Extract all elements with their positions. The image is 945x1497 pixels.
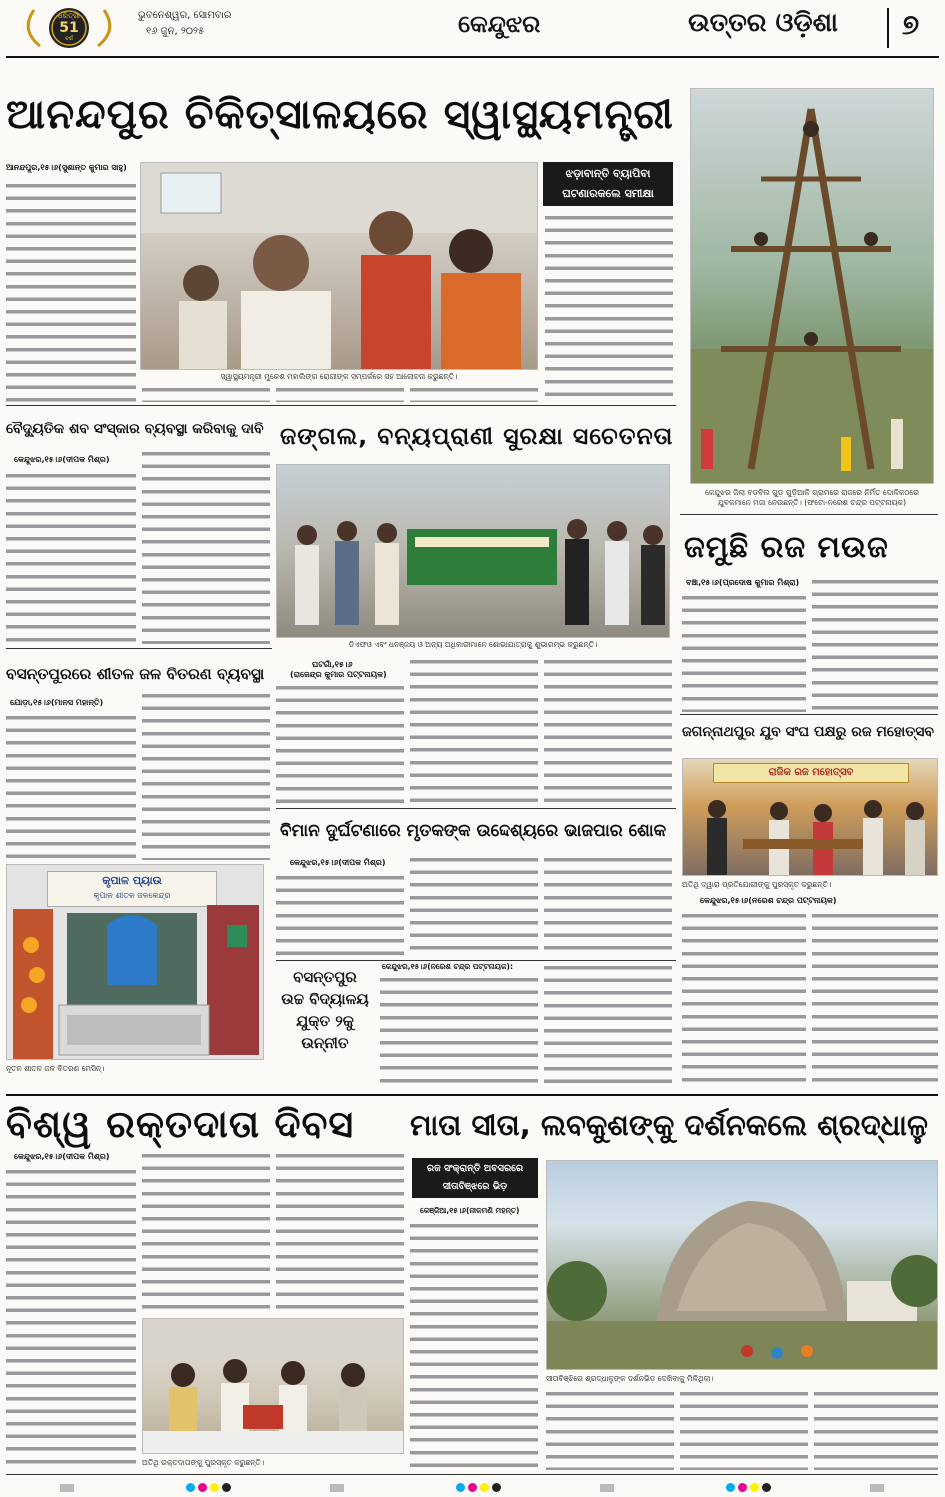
register-grey-2 (330, 1484, 344, 1492)
story1-sidebar-text (545, 212, 673, 402)
story7-byline: କେନ୍ଦୁଝର,୧୫।୬(ଦୀପକ ମିଶ୍ର) (290, 858, 386, 867)
masthead (0, 0, 945, 56)
masthead-rule (6, 56, 939, 58)
story4-byline: ବଞ୍ଚା,୧୫।୬(ପ୍ରଦୋଷ କୁମାର ମିଶ୍ରା) (686, 578, 800, 587)
cyan-swatch (726, 1483, 735, 1492)
footer-rule (6, 1474, 938, 1475)
story3-headline: ଜଙ୍ଗଲ, ବନ୍ୟପ୍ରାଣୀ ସୁରକ୍ଷା ସଚେତନତା (280, 422, 674, 450)
story10-tag (412, 1158, 538, 1198)
black-swatch (762, 1483, 771, 1492)
masthead-divider (887, 8, 889, 48)
wooden-swing-illustration (691, 89, 934, 484)
story1-byline: ଆନନ୍ଦପୁର,୧୫।୬(ସୁଶାନ୍ତ କୁମାର ସାହୁ) (6, 163, 127, 172)
story8-byline: କେନ୍ଦୁଝର,୧୫।୬(ନରେଶ ଚନ୍ଦ୍ର ପଟ୍ଟନାୟକ): (382, 962, 513, 971)
story10-photo-caption: ସୀତାବିଞ୍ଝିରେ ଶ୍ରଦ୍ଧାଳୁଙ୍କ ଦର୍ଶନଭିଡ଼ ଦେଖିବାକୁ ମିଳିଥିଲା। (546, 1374, 714, 1383)
divider-4 (276, 960, 676, 961)
story3-column-1 (276, 682, 404, 804)
divider-2 (6, 648, 272, 649)
story3-photo-caption: ଡିଏଫଓ ଏବଂ ଧନଞ୍ଜୟ ଓ ଅନ୍ୟ ଅଧିକାରୀମାନେ ଶୋଭାଯାତ୍ରାକୁ ଶୁଭାରମ୍ଭ କରୁଛନ୍ତି। (348, 640, 598, 649)
story3-byline-place: ଘଟଗାଁ,୧୫।୬ (312, 660, 353, 669)
story1-tag-line2: ଘଟଣାରକଲେ ସମୀକ୍ଷା (562, 187, 654, 200)
swing-photo (690, 88, 934, 484)
magenta-swatch (468, 1483, 477, 1492)
yellow-swatch (480, 1483, 489, 1492)
story2-headline: ବୈଦ୍ୟୁତିକ ଶବ ସଂସ୍କାର ବ୍ୟବସ୍ଥା କରିବାକୁ ଦାବି (6, 421, 264, 437)
story5-column-2 (142, 690, 270, 860)
cyan-swatch (456, 1483, 465, 1492)
story3-byline-name: (ରାଜେନ୍ଦ୍ର କୁମାର ପଟ୍ଟନାୟକ) (290, 670, 387, 679)
story4-column-1 (682, 592, 806, 712)
story8-headline-line3: ଯୁକ୍ତ ୨କୁ (296, 1012, 354, 1030)
story6-column-1 (682, 910, 806, 1090)
story10-column-3 (680, 1388, 808, 1470)
divider-right-1 (680, 514, 938, 515)
blood-donor-illustration (143, 1319, 404, 1454)
hospital-visit-illustration (141, 163, 538, 370)
register-grey-left (60, 1484, 74, 1492)
story5-headline: ବସନ୍ତପୁରରେ ଶୀତଳ ଜଳ ବିତରଣ ବ୍ୟବସ୍ଥା (6, 665, 265, 683)
black-swatch (492, 1483, 501, 1492)
story8-headline (276, 966, 374, 1054)
story9-column-2 (142, 1150, 270, 1314)
black-swatch (222, 1483, 231, 1492)
section-name: କେନ୍ଦୁଝର (458, 10, 541, 38)
story6-headline: ଜଗନ୍ନାଥପୁର ଯୁବ ସଂଘ ପକ୍ଷରୁ ରଜ ମହୋତ୍ସବ (682, 724, 934, 740)
story4-headline: ଜମୁଛି ରଜ ମଉଜ (684, 530, 889, 565)
story6-photo (682, 758, 938, 876)
badge-sub: ବର୍ଷ (65, 36, 73, 42)
story1-column-4 (410, 384, 538, 402)
story1-column-3 (276, 384, 404, 402)
dateline-place: ଭୁବନେଶ୍ୱର, ସୋମବାର (138, 10, 232, 21)
story1-column-2 (142, 384, 270, 402)
story4-column-2 (812, 576, 938, 712)
badge-top: ଧରିତ୍ରୀ (58, 12, 80, 20)
story3-column-2 (410, 656, 538, 804)
story10-column-2 (546, 1388, 674, 1470)
story2-byline: କେନ୍ଦୁଝର,୧୫।୬(ଦୀପକ ମିଶ୍ର) (14, 455, 110, 464)
badge-number: 51 (59, 20, 79, 36)
story5-byline: ଯୋଡ଼ା,୧୫।୬(ମାନସ ମହାନ୍ତି) (10, 698, 104, 707)
story6-byline: କେନ୍ଦୁଝର,୧୫।୬(ନରେଶ ଚନ୍ଦ୍ର ପଟ୍ଟନାୟକ) (700, 896, 837, 905)
story9-headline: ବିଶ୍ୱ ରକ୍ତଦାତା ଦିବସ (6, 1102, 355, 1146)
magenta-swatch (198, 1483, 207, 1492)
story7-column-3 (544, 854, 672, 958)
story1-column-1 (6, 180, 136, 402)
story8-headline-line4: ଉନ୍ନୀତ (301, 1034, 349, 1052)
story7-column-2 (410, 854, 538, 958)
story10-headline: ମାତା ସୀତା, ଲବକୁଶଙ୍କୁ ଦର୍ଶନକଲେ ଶ୍ରଦ୍ଧାଳୁ (410, 1108, 928, 1142)
award-ceremony-illustration (683, 759, 938, 876)
story10-photo (546, 1160, 938, 1370)
story10-column-4 (814, 1388, 938, 1470)
story9-photo (142, 1318, 404, 1454)
divider-3 (276, 808, 676, 809)
swing-photo-caption: କେନ୍ଦୁଝର ଜିଲା ବଡ଼ବିଲ ଗୁଡ଼ ଗୁଡ଼ିଆଳି ଗ୍ରାମରେ ରାଜରେ ନିର୍ମିତ ଦୋଳିକଠରେ ଯୁବକମାନେ ମଜା ନେଉଛନ୍ତି। (ଫଟୋ-ନରେଶ ଚନ୍ଦ୍ର ପଟ୍ଟନାୟକ) (705, 488, 919, 507)
color-register-bar (0, 1478, 945, 1496)
story1-sidebar-tag (543, 162, 673, 206)
story1-tag-line1: ଝଡ଼ାବାନ୍ତି ବ୍ୟାପିବା (565, 167, 651, 180)
sitabinji-rock-illustration (547, 1161, 938, 1370)
story7-headline: ବିମାନ ଦୁର୍ଘଟଣାରେ ମୃତକଙ୍କ ଉଦ୍ଦେଶ୍ୟରେ ଭାଜପାର ଶୋକ (280, 821, 667, 841)
story1-photo (140, 162, 538, 370)
water-sign-line1: କୃପାଳ ପ୍ୟାଉ (102, 874, 162, 887)
story6-column-2 (812, 910, 938, 1090)
story9-column-1 (6, 1166, 136, 1470)
divider-5 (6, 1094, 938, 1096)
story2-column-1 (6, 470, 136, 644)
story10-tag-line2: ସୀତାବିଞ୍ଝରେ ଭିଡ଼ (442, 1181, 508, 1192)
story10-byline: କେଞ୍ଜିଆ,୧୫।୬(ନୀଳମଣି ମହନ୍ତ) (420, 1206, 520, 1215)
yellow-swatch (210, 1483, 219, 1492)
region-name: ଉତ୍ତର ଓଡ଼ିଶା (688, 8, 838, 38)
story9-photo-caption: ଅତିଥି ରକ୍ତଦାତାଙ୍କୁ ପୁରସ୍କୃତ କରୁଛନ୍ତି। (142, 1458, 265, 1467)
magenta-swatch (738, 1483, 747, 1492)
story1-headline: ଆନନ୍ଦପୁର ଚିକିତ୍ସାଳୟରେ ସ୍ୱାସ୍ଥ୍ୟମନ୍ତ୍ରୀ (6, 90, 674, 138)
divider-right-2 (680, 714, 938, 715)
cyan-swatch (186, 1483, 195, 1492)
yellow-swatch (750, 1483, 759, 1492)
divider-1 (6, 405, 676, 406)
story10-tag-line1: ରଜ ସଂକ୍ରାନ୍ତି ଅବସରରେ (426, 1163, 524, 1174)
story5-column-1 (6, 712, 136, 860)
story3-column-3 (544, 656, 672, 804)
story6-photo-caption: ଅତିଥି ଦ୍ୱାରା ପ୍ରତିଯୋଗୀଙ୍କୁ ପୁରସ୍କୃତ କରୁଛନ୍ତି। (682, 880, 832, 889)
story1-photo-caption: ସ୍ୱାସ୍ଥ୍ୟମନ୍ତ୍ରୀ ମୁକେଶ ମହାଲିଙ୍ଗ ରୋଗୀଙ୍କ ସମ୍ପର୍କରେ ସହ ଆଲୋଚନା କରୁଛନ୍ତି। (220, 372, 458, 381)
water-cooler-illustration (7, 865, 264, 1060)
story8-column-2 (544, 962, 672, 1090)
story9-byline: କେନ୍ଦୁଝର,୧୫।୬(ଦୀପକ ମିଶ୍ର) (14, 1152, 110, 1161)
water-sign-line2: କୃପାଳ ଶୀତଳ ଜଳକେନ୍ଦ୍ର (93, 891, 171, 900)
rally-illustration (277, 465, 670, 638)
story3-photo (276, 464, 670, 638)
story10-column-1 (410, 1220, 538, 1470)
story8-headline-line1: ବସନ୍ତପୁର (293, 968, 357, 986)
story8-column-1 (380, 974, 538, 1090)
anniversary-badge (10, 4, 128, 52)
story5-photo (6, 864, 264, 1060)
story7-column-1 (276, 872, 404, 958)
page-number: ୭ (902, 8, 920, 41)
story5-photo-caption: ନୂତନ ଶୀତଳ ଜଳ ବିତରଣ ମେସିନ୍। (6, 1064, 105, 1073)
story8-headline-line2: ଉଚ୍ଚ ବିଦ୍ୟାଳୟ (281, 990, 369, 1008)
dateline-date: ୧୬ ଜୁନ, ୨୦୨୫ (146, 26, 205, 37)
story2-column-2 (142, 448, 270, 644)
festival-banner: ରାଜିକ ରଜ ମହୋତ୍ସବ (713, 763, 909, 783)
register-grey-3 (600, 1484, 614, 1492)
story9-column-3 (276, 1150, 404, 1314)
register-grey-right (870, 1484, 884, 1492)
